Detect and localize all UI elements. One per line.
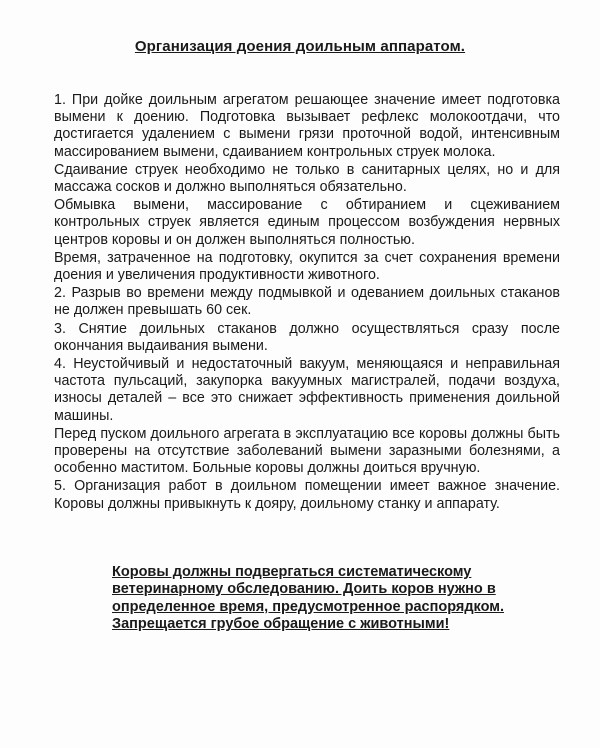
document-body bbox=[54, 92, 560, 514]
paragraph: 4. Неустойчивый и недостаточный вакуум, меняющаяся и неправильная частота пульсаций, закупорка вакуумных магистралей, подачи воздуха, износы деталей – все это снижает эффективность применения доильной машины. bbox=[54, 356, 560, 424]
notice-block bbox=[112, 564, 552, 634]
paragraph: Сдаивание струек необходимо не только в санитарных целях, но и для массажа сосков и должно выполняться обязательно. bbox=[54, 161, 560, 196]
paragraph: Время, затраченное на подготовку, окупится за счет сохранения времени доения и увеличения продуктивности животного. bbox=[54, 249, 560, 284]
paragraph: 2. Разрыв во времени между подмывкой и одеванием доильных стаканов не должен превышать 60 сек. bbox=[54, 285, 560, 319]
paragraph: 5. Организация работ в доильном помещении имеет важное значение. Коровы должны привыкнуть к дояру, доильному станку и аппарату. bbox=[54, 478, 560, 512]
paragraph: Перед пуском доильного агрегата в эксплуатацию все коровы должны быть проверены на отсутствие заболеваний вымени заразными болезнями, а особенно маститом. Больные коровы должны доиться вручную. bbox=[54, 425, 560, 477]
notice-line: Запрещается грубое обращение с животными! bbox=[112, 616, 450, 633]
paragraph: 3. Снятие доильных стаканов должно осуществляться сразу после окончания выдаивания вымени. bbox=[54, 320, 560, 354]
paragraph: Обмывка вымени, массирование с обтиранием и сцеживанием контрольных струек является единым процессом возбуждения нервных центров коровы и он должен выполняться полностью. bbox=[54, 197, 560, 248]
notice-line: Коровы должны подвергаться систематическому bbox=[112, 564, 472, 580]
notice-line: ветеринарному обследованию. Доить коров нужно в bbox=[112, 581, 496, 598]
paragraph: 1. При дойке доильным агрегатом решающее значение имеет подготовка вымени к доению. Подготовка вызывает рефлекс молокоотдачи, что достигается удалением с вымени грязи проточной водой, интенсивным массированием вымени, сдаиванием контрольных струек молока. bbox=[54, 92, 560, 160]
document-title: Организация доения доильным аппаратом. bbox=[134, 38, 466, 55]
notice-line: определенное время, предусмотренное распорядком. bbox=[112, 598, 505, 615]
